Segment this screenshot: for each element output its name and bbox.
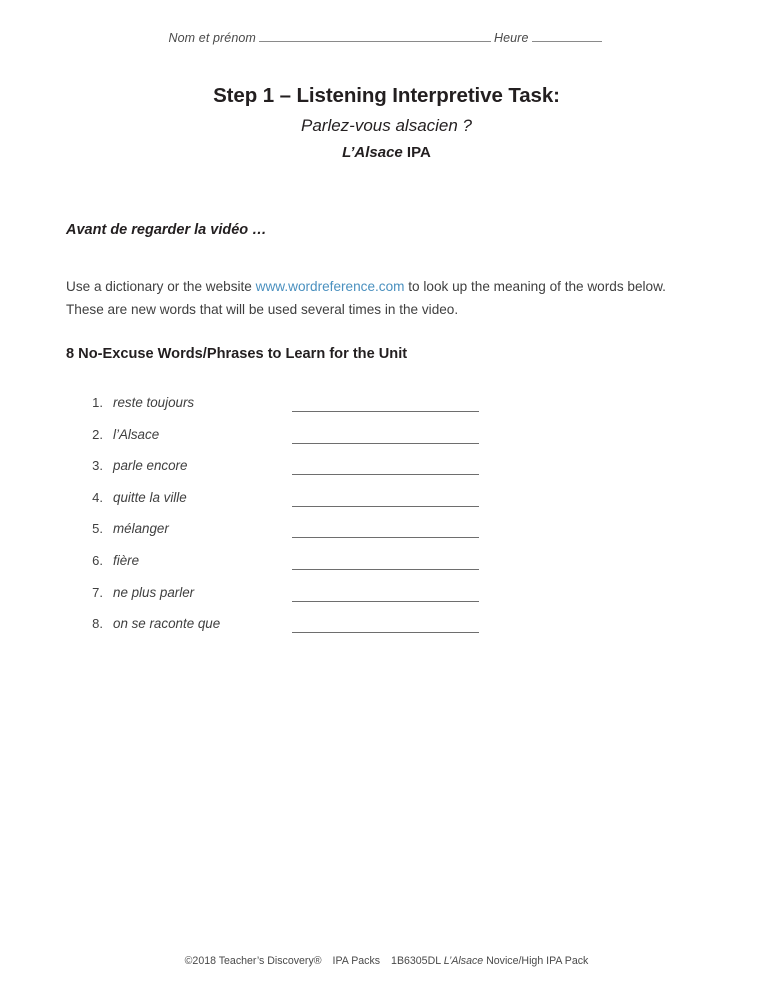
list-item xyxy=(66,392,666,424)
answer-blank[interactable] xyxy=(292,443,479,444)
vocabulary-list xyxy=(66,392,666,645)
list-item xyxy=(66,550,666,582)
unit-name: L’Alsace xyxy=(342,144,403,161)
answer-blank[interactable] xyxy=(292,411,479,412)
list-item xyxy=(66,613,666,645)
title-block xyxy=(0,84,773,161)
list-item-number: 2. xyxy=(92,426,103,442)
list-item-number: 5. xyxy=(92,521,103,537)
list-item-word: l’Alsace xyxy=(113,426,160,442)
vocabulary-list-heading: 8 No-Excuse Words/Phrases to Learn for the Unit xyxy=(66,346,408,362)
section-heading: Avant de regarder la vidéo … xyxy=(66,222,267,238)
answer-blank[interactable] xyxy=(292,632,479,633)
name-label: Nom et prénom xyxy=(168,31,256,45)
answer-blank[interactable] xyxy=(292,474,479,475)
list-item-word: quitte la ville xyxy=(113,489,187,505)
page-subtitle: Parlez-vous alsacien ? xyxy=(300,116,473,135)
list-item-word: fière xyxy=(113,552,140,568)
footer-code: 1B6305DL xyxy=(391,955,441,967)
unit-suffix: IPA xyxy=(402,144,431,161)
footer-copyright: ©2018 Teacher’s Discovery® xyxy=(184,955,322,967)
page-title: Step 1 – Listening Interpretive Task: xyxy=(213,84,560,107)
list-item-number: 4. xyxy=(92,489,103,505)
footer-title-italic: L’Alsace xyxy=(443,955,484,967)
name-blank-rule xyxy=(259,30,491,42)
answer-blank[interactable] xyxy=(292,569,479,570)
answer-blank[interactable] xyxy=(292,506,479,507)
instructions-paragraph xyxy=(66,275,672,321)
list-item xyxy=(66,455,666,487)
instructions-text-before: Use a dictionary or the website xyxy=(66,279,256,294)
list-item-number: 8. xyxy=(92,616,103,632)
answer-blank[interactable] xyxy=(292,601,479,602)
list-item-word: on se raconte que xyxy=(113,616,221,632)
answer-blank[interactable] xyxy=(292,537,479,538)
hour-label: Heure xyxy=(493,31,529,45)
list-item-number: 6. xyxy=(92,552,103,568)
list-item-word: parle encore xyxy=(113,458,188,474)
list-item xyxy=(66,487,666,519)
instructions-text-after: to look up the meaning of the words below. These are new words that will be used several times in the video. xyxy=(66,279,666,317)
list-item-word: reste toujours xyxy=(113,395,195,410)
footer-title-rest: Novice/High IPA Pack xyxy=(483,955,589,967)
hour-blank-rule xyxy=(532,30,602,42)
student-info-line xyxy=(0,30,773,45)
list-item-number: 7. xyxy=(92,584,103,600)
wordreference-link[interactable]: www.wordreference.com xyxy=(255,279,405,294)
page-subtitle-secondary xyxy=(0,144,773,161)
list-item xyxy=(66,582,666,614)
list-item xyxy=(66,518,666,550)
footer-packs: IPA Packs xyxy=(332,955,381,967)
list-item-number: 3. xyxy=(92,458,103,474)
page-footer xyxy=(0,955,773,967)
list-item xyxy=(66,424,666,456)
list-item-number: 1. xyxy=(92,395,103,410)
list-item-word: ne plus parler xyxy=(113,584,195,600)
list-item-word: mélanger xyxy=(113,521,169,537)
